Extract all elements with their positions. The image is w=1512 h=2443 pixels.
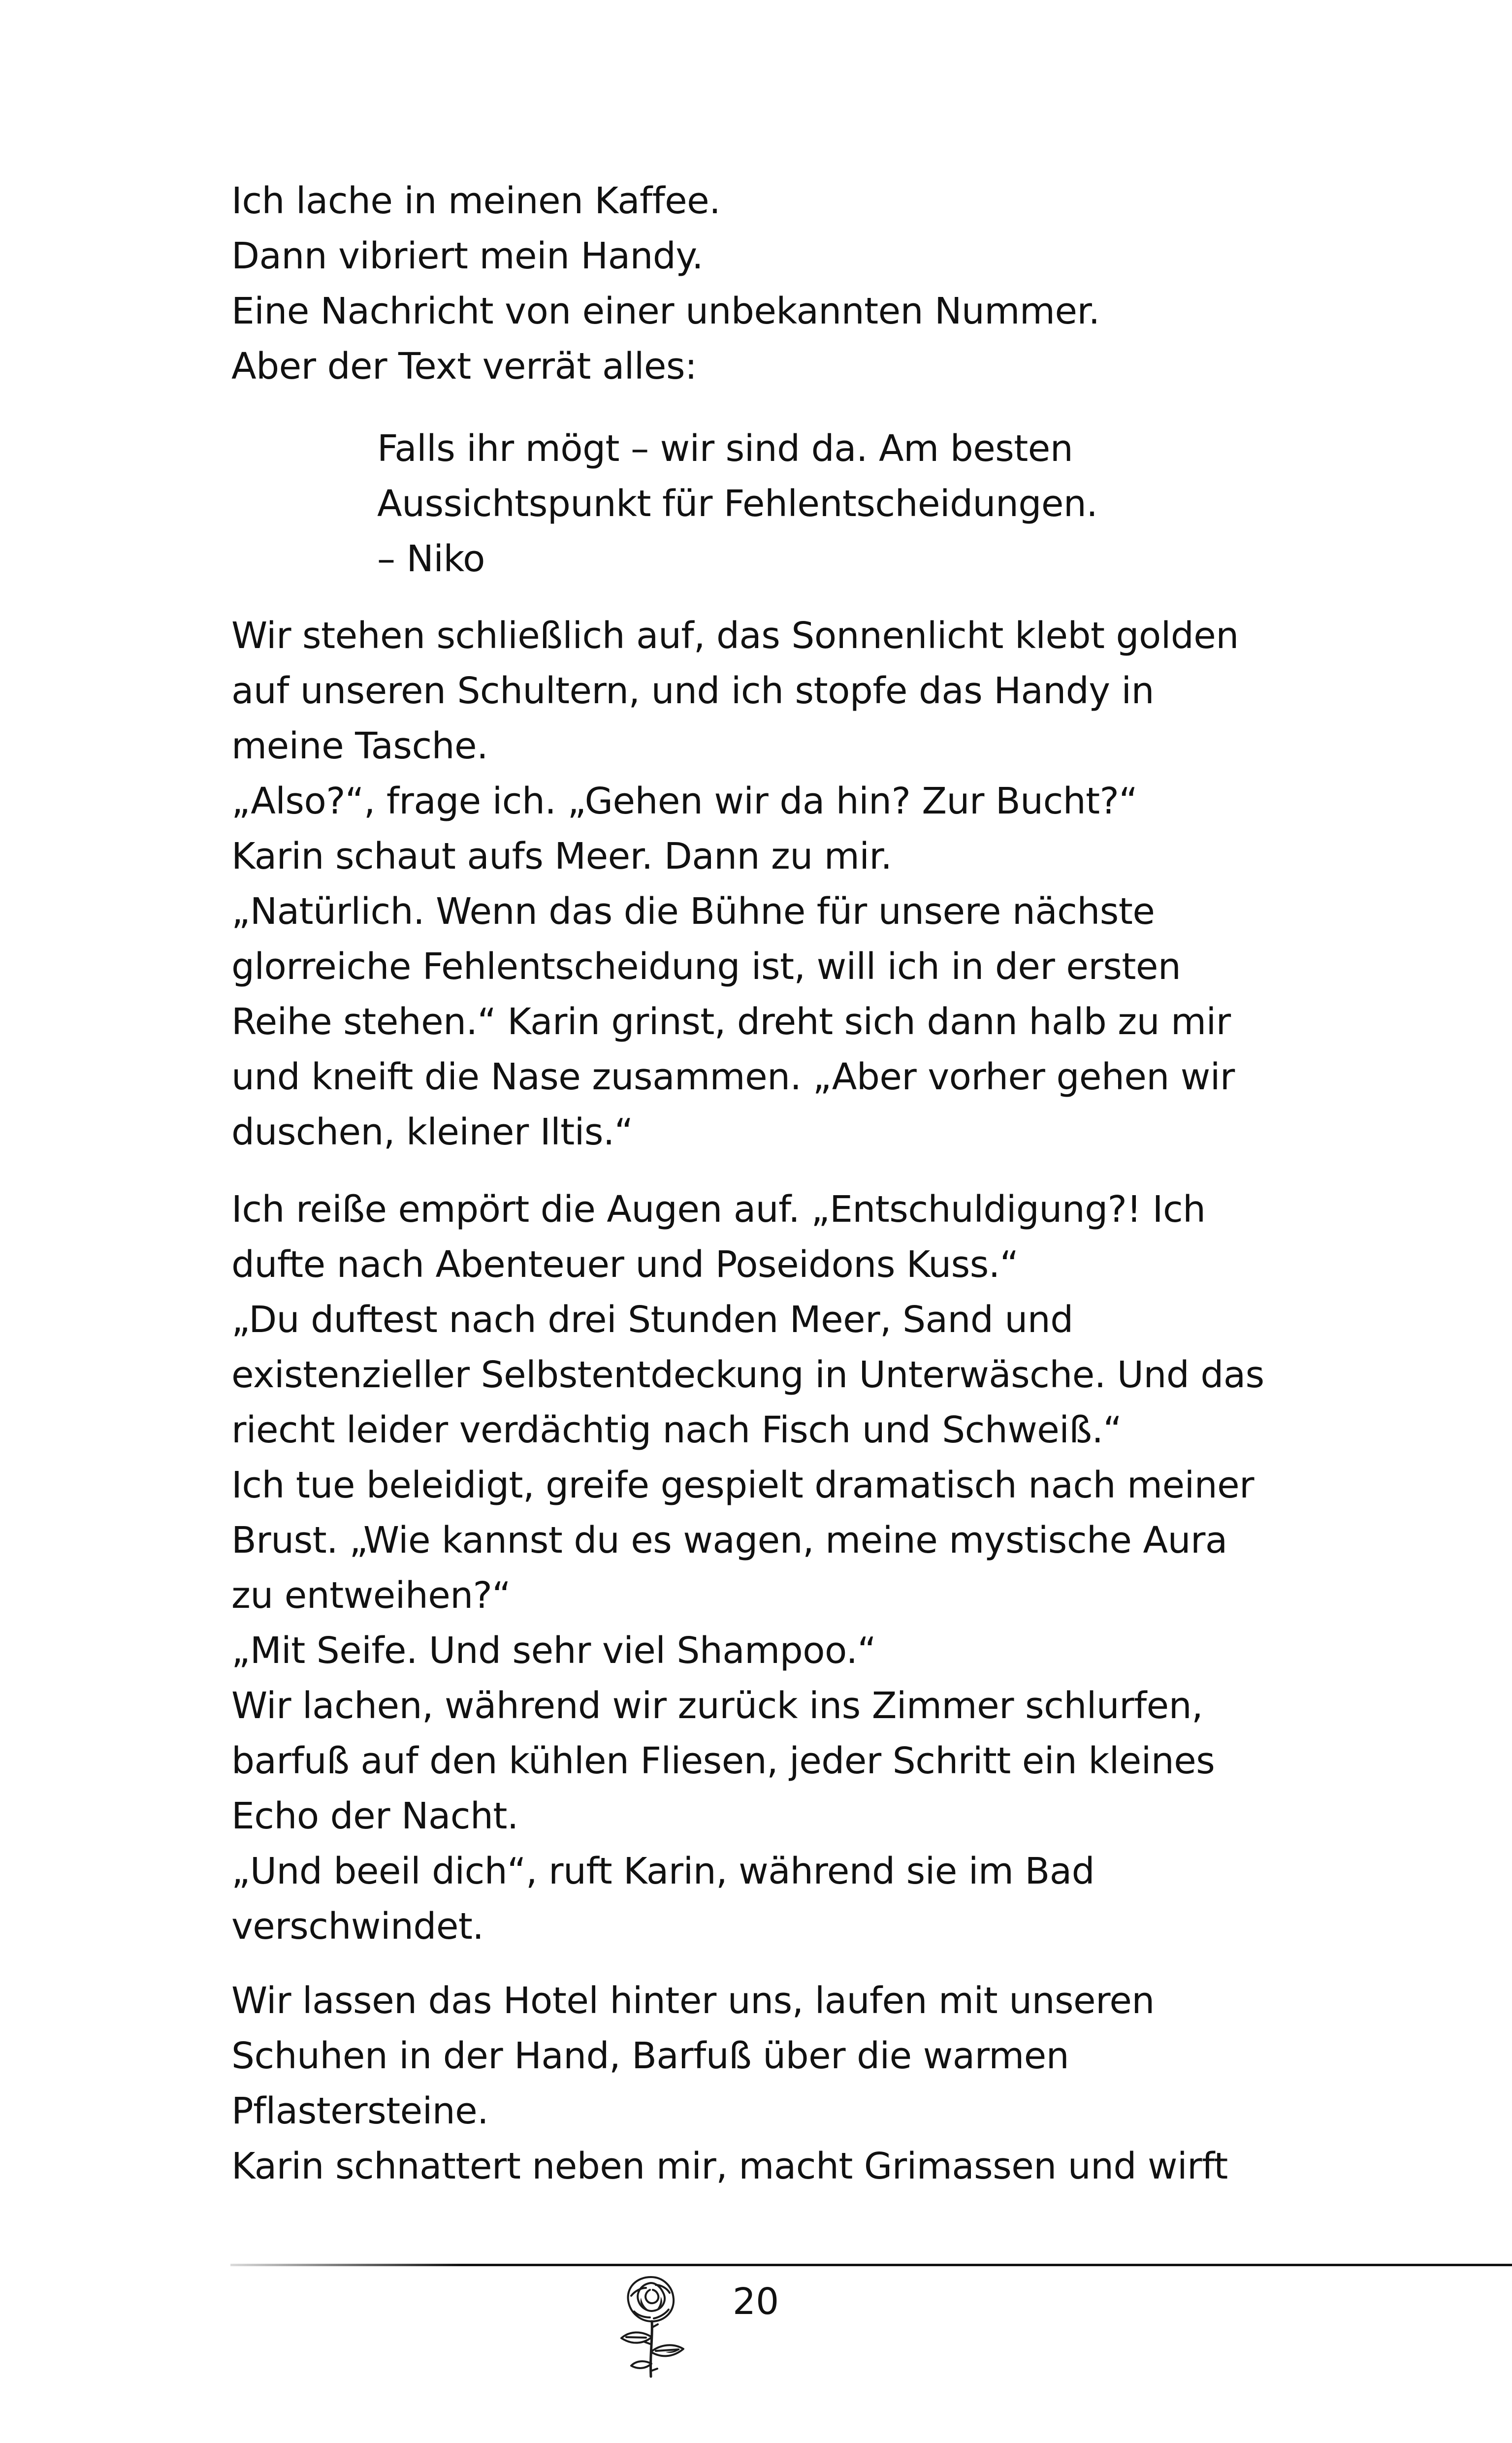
text-line: Karin schnattert neben mir, macht Grimassen und wirft	[231, 2145, 1228, 2187]
text-line: Dann vibriert mein Handy.	[231, 235, 704, 277]
text-line: barfuß auf den kühlen Fliesen, jeder Schritt ein kleines	[231, 1740, 1215, 1782]
text-line: Wir lachen, während wir zurück ins Zimmer schlurfen,	[231, 1685, 1203, 1727]
text-line: existenzieller Selbstentdeckung in Unterwäsche. Und das	[231, 1354, 1264, 1396]
paragraph-hotel	[231, 1973, 1339, 2194]
rose-icon	[607, 2268, 695, 2381]
text-line: Eine Nachricht von einer unbekannten Nummer.	[231, 290, 1100, 332]
text-line: „Also?“, frage ich. „Gehen wir da hin? Zur Bucht?“	[231, 780, 1138, 822]
text-line: Brust. „Wie kannst du es wagen, meine mystische Aura	[231, 1519, 1227, 1562]
text-line: duschen, kleiner Iltis.“	[231, 1111, 633, 1153]
text-line: Aber der Text verrät alles:	[231, 345, 697, 388]
paragraph-shower	[231, 1182, 1339, 1954]
text-line: Echo der Nacht.	[231, 1795, 518, 1837]
footer-divider	[230, 2264, 1512, 2266]
text-line: und kneift die Nase zusammen. „Aber vorher gehen wir	[231, 1056, 1235, 1098]
text-line: dufte nach Abenteuer und Poseidons Kuss.“	[231, 1243, 1019, 1286]
text-line: Wir stehen schließlich auf, das Sonnenlicht klebt golden	[231, 615, 1239, 657]
text-line: „Und beeil dich“, ruft Karin, während sie im Bad	[231, 1850, 1095, 1892]
paragraph-coffee	[231, 173, 1339, 394]
text-line: meine Tasche.	[231, 725, 488, 767]
paragraph-standing-up	[231, 608, 1339, 1160]
text-line: Pflastersteine.	[231, 2090, 489, 2132]
text-line: glorreiche Fehlentscheidung ist, will ich in der ersten	[231, 945, 1181, 988]
text-line: zu entweihen?“	[231, 1574, 511, 1617]
text-line: Karin schaut aufs Meer. Dann zu mir.	[231, 835, 892, 878]
text-line: Reihe stehen.“ Karin grinst, dreht sich dann halb zu mir	[231, 1001, 1231, 1043]
text-line: verschwindet.	[231, 1905, 484, 1948]
text-line: „Natürlich. Wenn das die Bühne für unsere nächste	[231, 890, 1155, 933]
text-line: Ich lache in meinen Kaffee.	[231, 180, 721, 222]
text-line: auf unseren Schultern, und ich stopfe das Handy in	[231, 670, 1154, 712]
text-line: „Du duftest nach drei Stunden Meer, Sand und	[231, 1299, 1073, 1341]
message-line: Falls ihr mögt – wir sind da. Am besten	[377, 427, 1073, 470]
text-line: Ich reiße empört die Augen auf. „Entschuldigung?! Ich	[231, 1188, 1206, 1231]
text-line: Wir lassen das Hotel hinter uns, laufen mit unseren	[231, 1980, 1155, 2022]
text-line: riecht leider verdächtig nach Fisch und Schweiß.“	[231, 1409, 1122, 1451]
page-number: 20	[733, 2280, 779, 2323]
message-line: Aussichtspunkt für Fehlentscheidungen.	[377, 483, 1098, 525]
message-signature: – Niko	[377, 538, 485, 580]
text-line: Ich tue beleidigt, greife gespielt dramatisch nach meiner	[231, 1464, 1255, 1506]
text-line: Schuhen in der Hand, Barfuß über die warmen	[231, 2035, 1069, 2077]
quoted-message	[231, 421, 1485, 586]
text-line: „Mit Seife. Und sehr viel Shampoo.“	[231, 1629, 876, 1672]
